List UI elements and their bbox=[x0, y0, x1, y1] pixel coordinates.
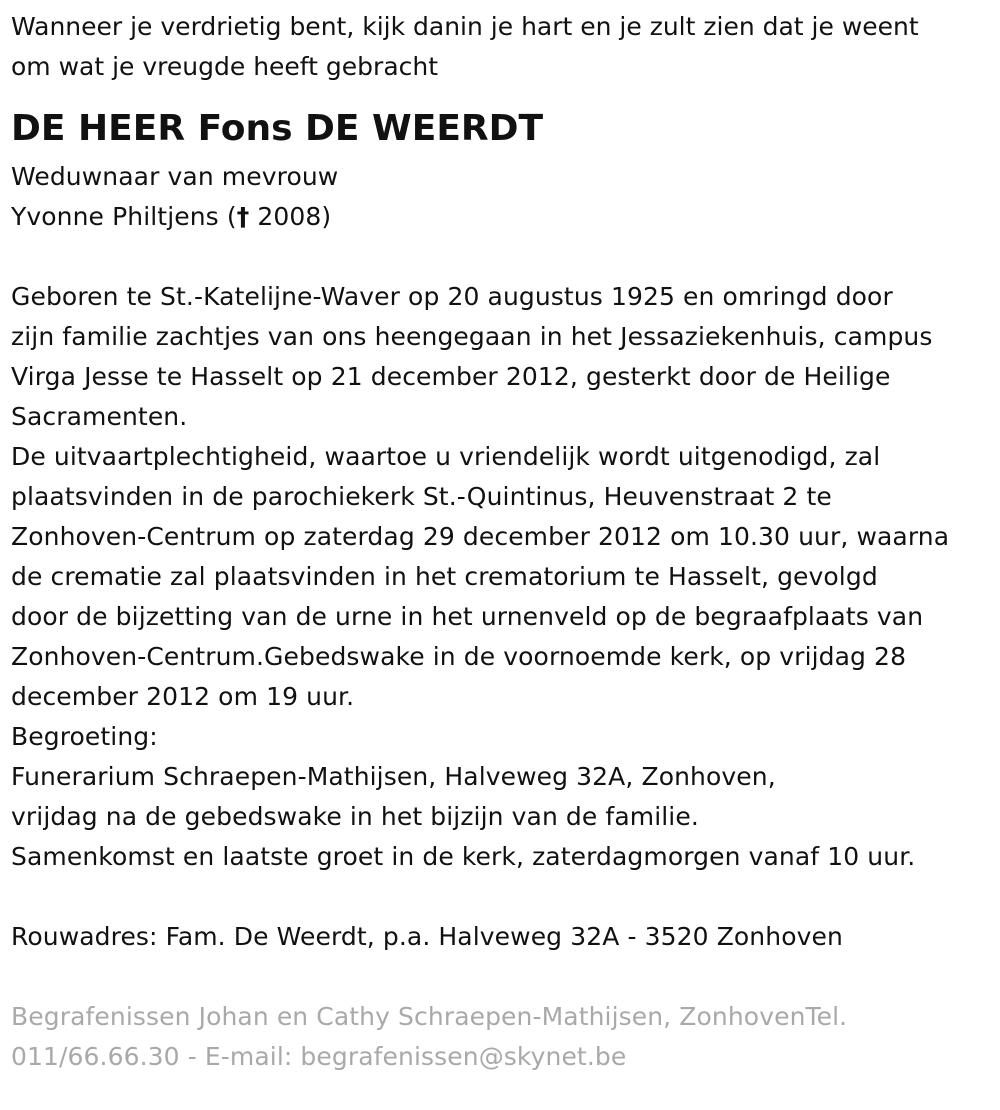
body-line: december 2012 om 19 uur. bbox=[11, 682, 355, 711]
footer-contact-line: 011/66.66.30 - E-mail: begrafenissen@skynet.be bbox=[11, 1042, 627, 1071]
obituary-notice bbox=[11, 7, 996, 1077]
widower-line: Weduwnaar van mevrouw bbox=[11, 162, 339, 191]
body-line: de crematie zal plaatsvinden in het crematorium te Hasselt, gevolgd bbox=[11, 562, 878, 591]
body-line: vrijdag na de gebedswake in het bijzijn van de familie. bbox=[11, 802, 699, 831]
footer-line: Begrafenissen Johan en Cathy Schraepen-Mathijsen, ZonhovenTel. bbox=[11, 1002, 848, 1031]
body-line: Begroeting: bbox=[11, 722, 158, 751]
cross-icon: † bbox=[236, 202, 250, 231]
spouse-name: Yvonne Philtjens ( bbox=[11, 202, 237, 231]
mourning-address: Rouwadres: Fam. De Weerdt, p.a. Halveweg 32A - 3520 Zonhoven bbox=[11, 922, 843, 951]
quote-line: Wanneer je verdrietig bent, kijk danin je hart en je zult zien dat je weent bbox=[11, 12, 919, 41]
funeral-home-footer bbox=[11, 997, 996, 1077]
body-text bbox=[11, 277, 996, 877]
body-line: De uitvaartplechtigheid, waartoe u vriendelijk wordt uitgenodigd, zal bbox=[11, 442, 881, 471]
body-line: plaatsvinden in de parochiekerk St.-Quintinus, Heuvenstraat 2 te bbox=[11, 482, 832, 511]
body-line: Geboren te St.-Katelijne-Waver op 20 augustus 1925 en omringd door bbox=[11, 282, 893, 311]
body-line: Zonhoven-Centrum.Gebedswake in de voornoemde kerk, op vrijdag 28 bbox=[11, 642, 907, 671]
body-line: Virga Jesse te Hasselt op 21 december 2012, gesterkt door de Heilige bbox=[11, 362, 891, 391]
body-line: door de bijzetting van de urne in het urnenveld op de begraafplaats van bbox=[11, 602, 924, 631]
spouse-death-year: 2008) bbox=[249, 202, 332, 231]
body-line: Funerarium Schraepen-Mathijsen, Halveweg 32A, Zonhoven, bbox=[11, 762, 776, 791]
deceased-name: DE HEER Fons DE WEERDT bbox=[11, 108, 544, 149]
spouse-line bbox=[11, 197, 996, 237]
quote-line: om wat je vreugde heeft gebracht bbox=[11, 52, 439, 81]
body-line: Sacramenten. bbox=[11, 402, 188, 431]
body-line: zijn familie zachtjes van ons heengegaan in het Jessaziekenhuis, campus bbox=[11, 322, 933, 351]
quote-block bbox=[11, 7, 996, 87]
body-line: Samenkomst en laatste groet in de kerk, zaterdagmorgen vanaf 10 uur. bbox=[11, 842, 916, 871]
body-line: Zonhoven-Centrum op zaterdag 29 december 2012 om 10.30 uur, waarna bbox=[11, 522, 950, 551]
